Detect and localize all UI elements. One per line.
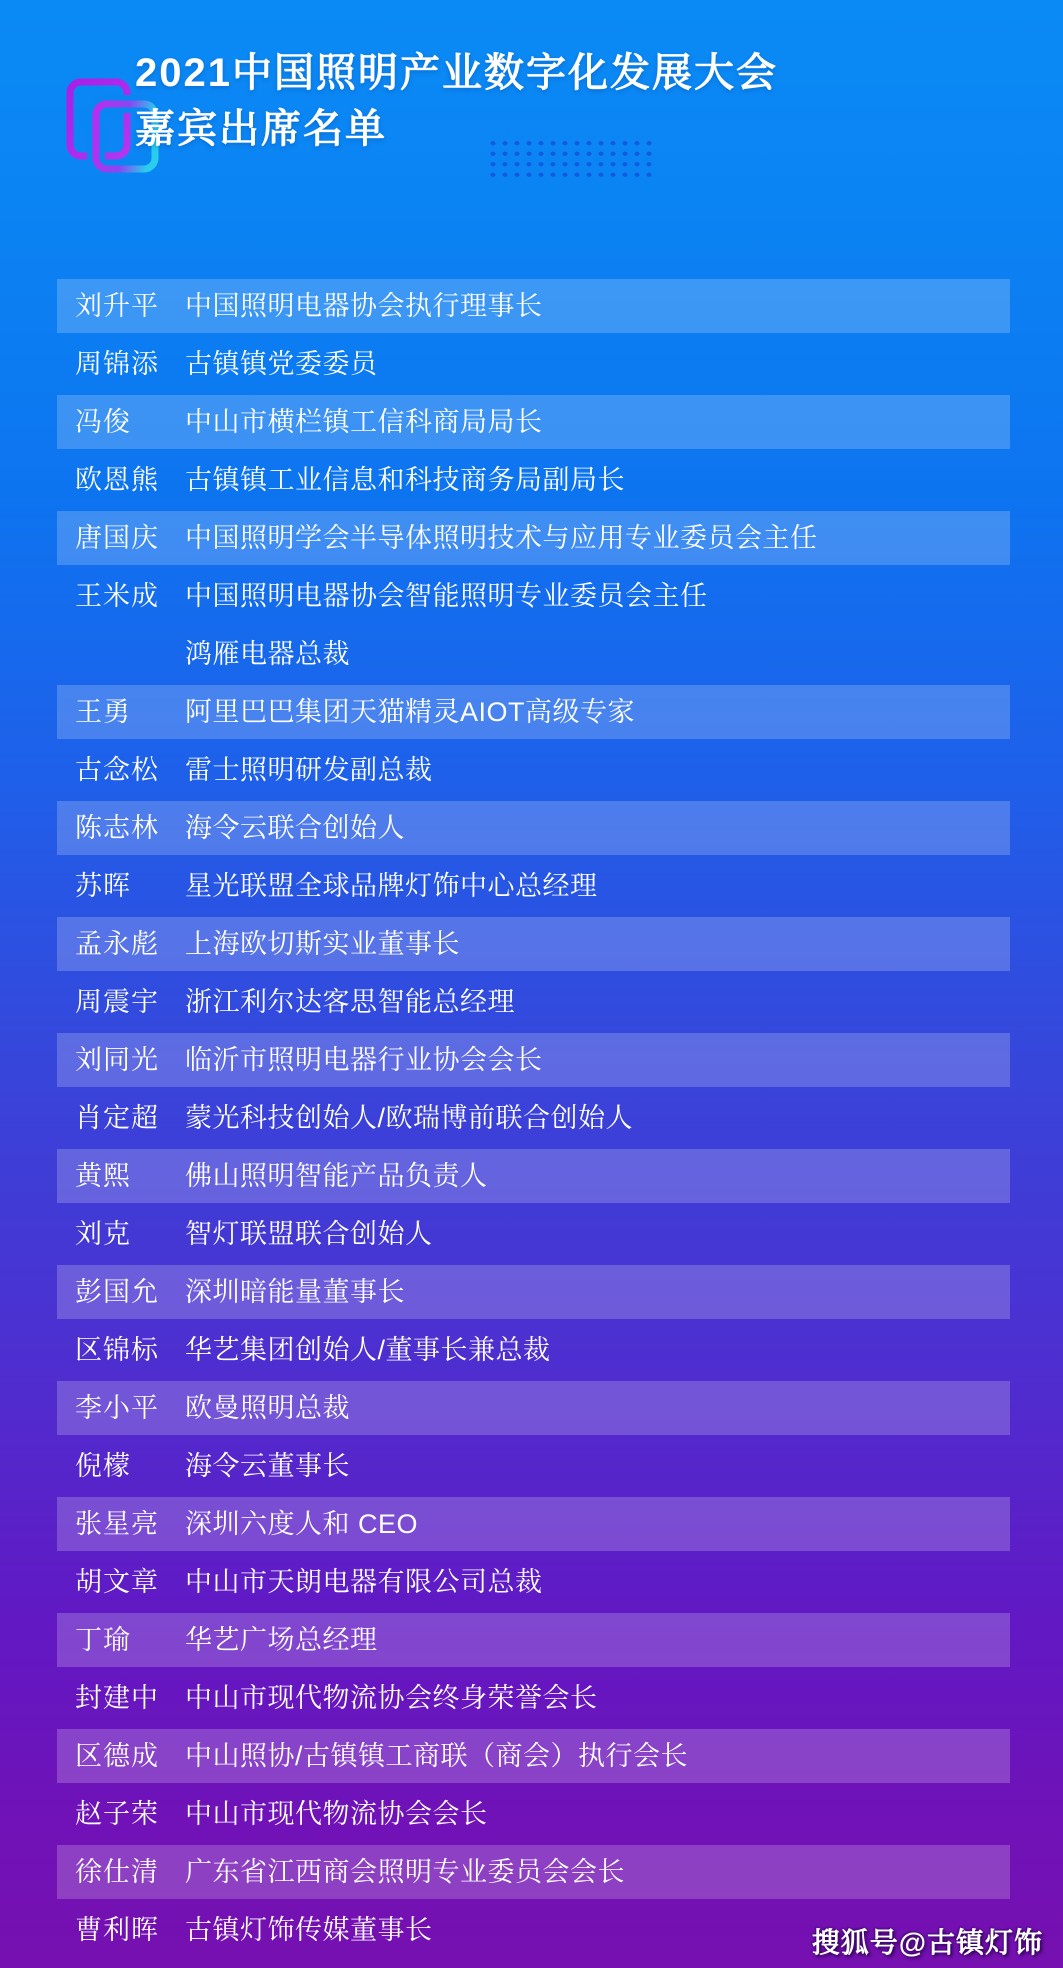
attendee-role: 雷士照明研发副总裁: [185, 755, 433, 785]
attendee-row: [57, 1263, 1010, 1321]
attendee-role: 欧曼照明总裁: [185, 1393, 350, 1423]
attendee-name: 冯俊: [75, 407, 131, 437]
attendee-roles: [185, 1263, 1010, 1321]
attendee-name: 肖定超: [75, 1103, 159, 1133]
attendee-list: [57, 277, 1010, 1959]
attendee-row: [57, 335, 1010, 393]
attendee-role: 深圳六度人和 CEO: [185, 1509, 419, 1539]
attendee-roles: [185, 799, 1010, 857]
attendee-role: 浙江利尔达客思智能总经理: [185, 987, 515, 1017]
attendee-roles: [185, 509, 1010, 567]
attendee-name: 倪檬: [75, 1451, 131, 1481]
attendee-name: 刘同光: [75, 1045, 159, 1075]
attendee-roles: [185, 1843, 1010, 1901]
attendee-row: [57, 277, 1010, 335]
attendee-name: 丁瑜: [75, 1625, 131, 1655]
attendee-row: [57, 1031, 1010, 1089]
attendee-name: 胡文章: [75, 1567, 159, 1597]
attendee-role: 华艺广场总经理: [185, 1625, 378, 1655]
attendee-roles: [185, 393, 1010, 451]
attendee-row: [57, 451, 1010, 509]
attendee-name: 黄熙: [75, 1161, 131, 1191]
attendee-row: [57, 1321, 1010, 1379]
watermark: 搜狐号@古镇灯饰: [811, 1927, 1043, 1958]
attendee-roles: [185, 973, 1010, 1031]
attendee-role: 中山市横栏镇工信科商局局长: [185, 407, 543, 437]
halftone-dots-decoration: [487, 138, 653, 180]
attendee-role: 蒙光科技创始人/欧瑞博前联合创始人: [185, 1103, 634, 1133]
attendee-role: 广东省江西商会照明专业委员会会长: [185, 1857, 625, 1887]
attendee-name: 周震宇: [75, 987, 159, 1017]
attendee-roles: [185, 451, 1010, 509]
attendee-role: 中国照明电器协会智能照明专业委员会主任: [185, 581, 708, 611]
attendee-role: 上海欧切斯实业董事长: [185, 929, 460, 959]
attendee-role: 古镇镇工业信息和科技商务局副局长: [185, 465, 625, 495]
attendee-role: 中国照明学会半导体照明技术与应用专业委员会主任: [185, 523, 818, 553]
attendee-name: 王米成: [75, 581, 159, 611]
attendee-row: [57, 1669, 1010, 1727]
attendee-name: 彭国允: [75, 1277, 159, 1307]
page-title-line1: 2021中国照明产业数字化发展大会: [135, 51, 778, 95]
attendee-roles: [185, 741, 1010, 799]
attendee-roles: [185, 1089, 1010, 1147]
attendee-row: [57, 915, 1010, 973]
attendee-name: 王勇: [75, 697, 131, 727]
attendee-role: 临沂市照明电器行业协会会长: [185, 1045, 543, 1075]
attendee-role: 中山市天朗电器有限公司总裁: [185, 1567, 543, 1597]
attendee-name: 李小平: [75, 1393, 159, 1423]
attendee-roles: [185, 1379, 1010, 1437]
attendee-roles: [185, 1785, 1010, 1843]
attendee-role: 海令云董事长: [185, 1451, 350, 1481]
attendee-name: 刘升平: [75, 291, 159, 321]
attendee-name: 区锦标: [75, 1335, 159, 1365]
attendee-row: [57, 857, 1010, 915]
attendee-name: 张星亮: [75, 1509, 159, 1539]
attendee-roles: [185, 277, 1010, 335]
attendee-roles: [185, 567, 1010, 683]
attendee-role: 鸿雁电器总裁: [185, 639, 350, 669]
page-title: [135, 45, 778, 157]
attendee-roles: [185, 1669, 1010, 1727]
attendee-role: 海令云联合创始人: [185, 813, 405, 843]
attendee-role: 佛山照明智能产品负责人: [185, 1161, 488, 1191]
attendee-name: 孟永彪: [75, 929, 159, 959]
attendee-name: 区德成: [75, 1741, 159, 1771]
attendee-role: 星光联盟全球品牌灯饰中心总经理: [185, 871, 598, 901]
attendee-role: 智灯联盟联合创始人: [185, 1219, 433, 1249]
attendee-roles: [185, 915, 1010, 973]
attendee-name: 苏晖: [75, 871, 131, 901]
attendee-role: 古镇镇党委委员: [185, 349, 378, 379]
attendee-name: 刘克: [75, 1219, 131, 1249]
attendee-role: 中国照明电器协会执行理事长: [185, 291, 543, 321]
attendee-row: [57, 1785, 1010, 1843]
attendee-roles: [185, 1031, 1010, 1089]
attendee-roles: [185, 1147, 1010, 1205]
attendee-roles: [185, 1553, 1010, 1611]
attendee-row: [57, 799, 1010, 857]
attendee-row: [57, 1727, 1010, 1785]
attendee-row: [57, 1379, 1010, 1437]
attendee-roles: [185, 1321, 1010, 1379]
attendee-name: 古念松: [75, 755, 159, 785]
attendee-row: [57, 1147, 1010, 1205]
attendee-row: [57, 393, 1010, 451]
attendee-row: [57, 1553, 1010, 1611]
attendee-name: 陈志林: [75, 813, 159, 843]
attendee-name: 唐国庆: [75, 523, 159, 553]
attendee-row: [57, 1495, 1010, 1553]
attendee-row: [57, 567, 1010, 683]
page-title-line2: 嘉宾出席名单: [135, 107, 387, 151]
attendee-roles: [185, 1495, 1010, 1553]
attendee-row: [57, 741, 1010, 799]
attendee-row: [57, 1089, 1010, 1147]
attendee-name: 周锦添: [75, 349, 159, 379]
attendee-role: 华艺集团创始人/董事长兼总裁: [185, 1335, 551, 1365]
attendee-name: 赵子荣: [75, 1799, 159, 1829]
attendee-row: [57, 683, 1010, 741]
attendee-roles: [185, 335, 1010, 393]
attendee-row: [57, 509, 1010, 567]
attendee-roles: [185, 1437, 1010, 1495]
attendee-role: 深圳暗能量董事长: [185, 1277, 405, 1307]
attendee-role: 阿里巴巴集团天猫精灵AIOT高级专家: [185, 697, 636, 727]
attendee-role: 古镇灯饰传媒董事长: [185, 1915, 433, 1945]
attendee-roles: [185, 1205, 1010, 1263]
attendee-row: [57, 1843, 1010, 1901]
attendee-roles: [185, 857, 1010, 915]
attendee-role: 中山市现代物流协会会长: [185, 1799, 488, 1829]
attendee-roles: [185, 1611, 1010, 1669]
attendee-name: 封建中: [75, 1683, 159, 1713]
attendee-row: [57, 1611, 1010, 1669]
attendee-roles: [185, 1727, 1010, 1785]
attendee-row: [57, 1437, 1010, 1495]
attendee-role: 中山市现代物流协会终身荣誉会长: [185, 1683, 598, 1713]
attendee-name: 欧恩熊: [75, 465, 159, 495]
attendee-row: [57, 1205, 1010, 1263]
attendee-roles: [185, 683, 1010, 741]
attendee-name: 徐仕清: [75, 1857, 159, 1887]
attendee-row: [57, 973, 1010, 1031]
attendee-name: 曹利晖: [75, 1915, 159, 1945]
attendee-role: 中山照协/古镇镇工商联（商会）执行会长: [185, 1741, 689, 1771]
